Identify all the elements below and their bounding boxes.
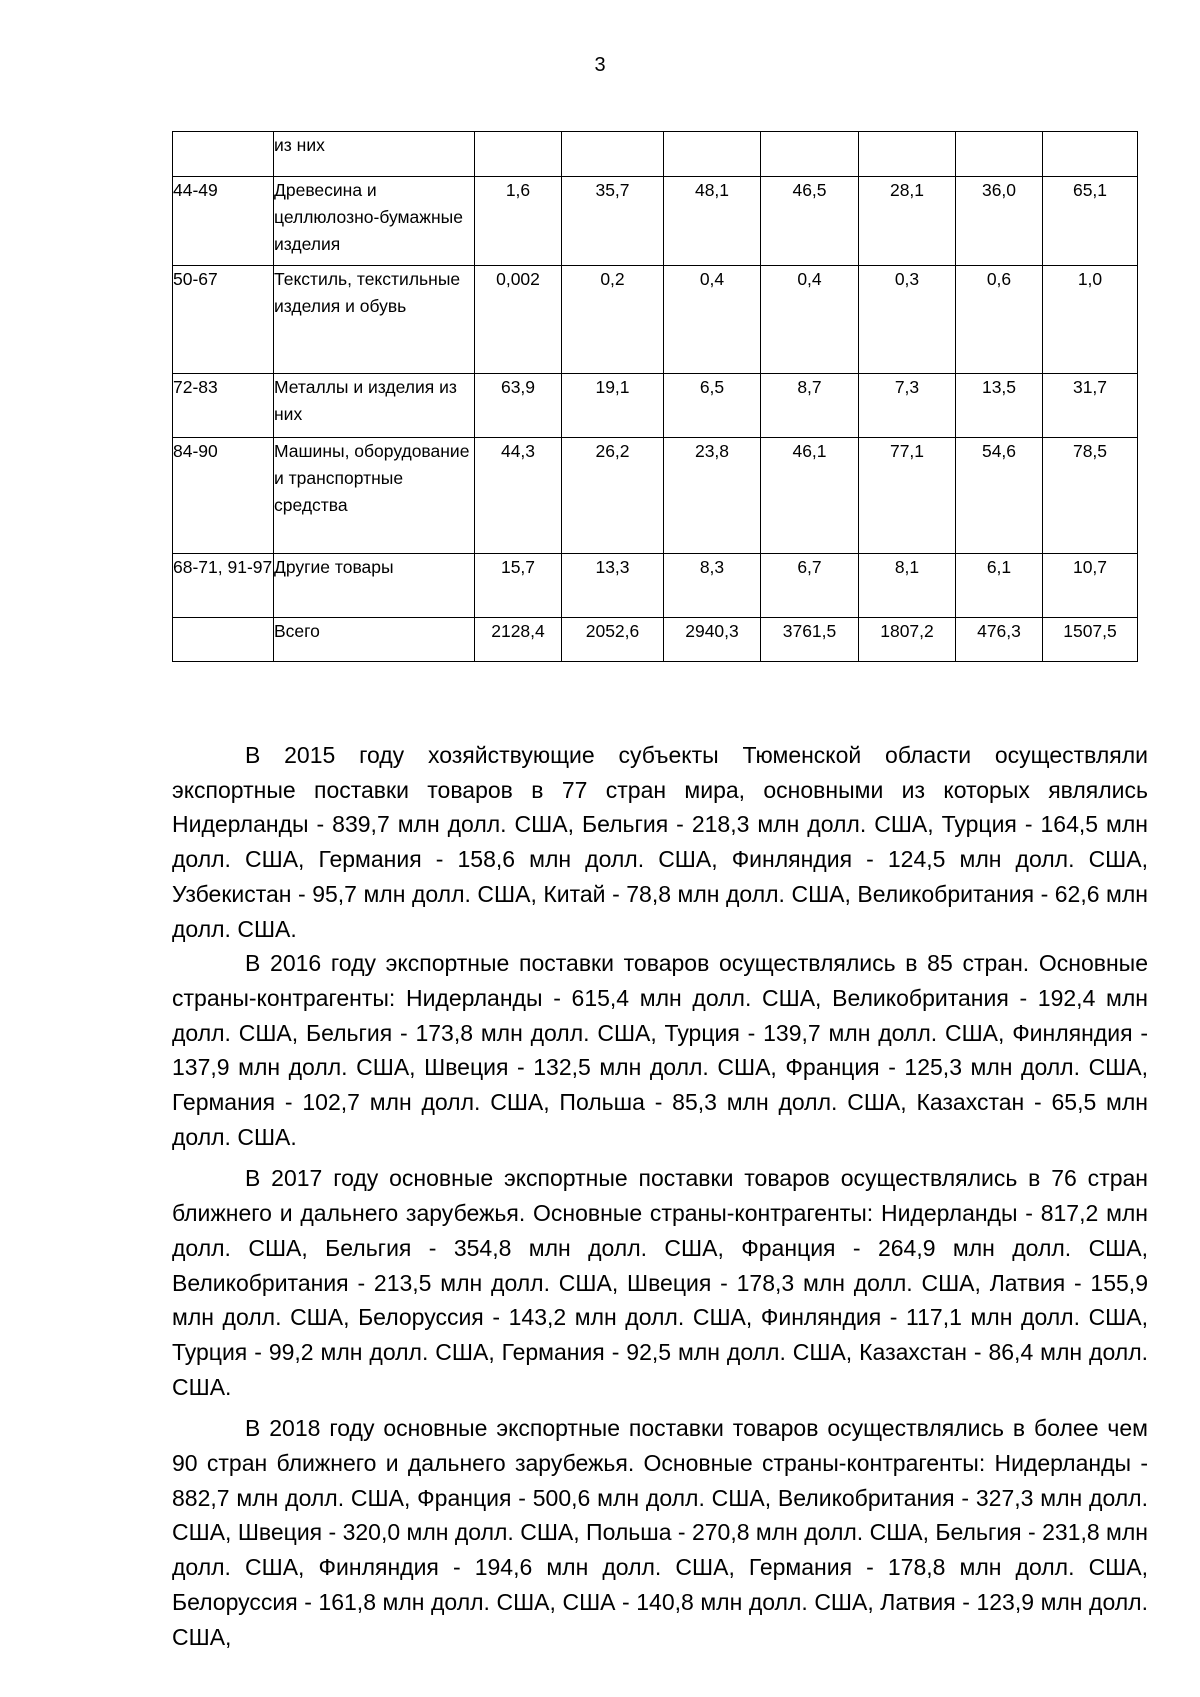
value-cell: 0,2 [562, 266, 664, 374]
value-cell: 28,1 [859, 177, 956, 266]
value-cell: 2052,6 [562, 618, 664, 662]
export-table [172, 131, 1138, 662]
value-cell: 1807,2 [859, 618, 956, 662]
paragraph-2015: В 2015 году хозяйствующие субъекты Тюменской области осуществляли экспортные поставки товаров в 77 стран мира, основными из которых являлись Нидерланды - 839,7 млн долл. США, Бельгия - 218,3 млн долл. США, Турция - 164,5 млн долл. США, Германия - 158,6 млн долл. США, Финляндия - 124,5 млн долл. США, Узбекистан - 95,7 млн долл. США, Китай - 78,8 млн долл. США, Великобритания - 62,6 млн долл. США. [172, 742, 1148, 942]
value-cell: 65,1 [1043, 177, 1138, 266]
value-cell: 476,3 [956, 618, 1043, 662]
commodity-code-cell: 72-83 [173, 374, 274, 438]
table-row [173, 177, 1138, 266]
value-cell: 10,7 [1043, 554, 1138, 618]
table-row [173, 554, 1138, 618]
value-cell: 8,1 [859, 554, 956, 618]
value-cell: 0,4 [664, 266, 761, 374]
value-cell [664, 132, 761, 177]
commodity-code-cell: 68-71, 91-97 [173, 554, 274, 618]
value-cell: 77,1 [859, 438, 956, 554]
value-cell [761, 132, 859, 177]
value-cell: 35,7 [562, 177, 664, 266]
table-row [173, 266, 1138, 374]
value-cell: 63,9 [475, 374, 562, 438]
commodity-code-cell [173, 618, 274, 662]
body-text [172, 738, 1148, 1654]
value-cell [1043, 132, 1138, 177]
value-cell: 26,2 [562, 438, 664, 554]
value-cell: 46,5 [761, 177, 859, 266]
value-cell: 3761,5 [761, 618, 859, 662]
value-cell: 6,7 [761, 554, 859, 618]
value-cell: 54,6 [956, 438, 1043, 554]
commodity-code-cell: 50-67 [173, 266, 274, 374]
paragraph-2018: В 2018 году основные экспортные поставки товаров осуществлялись в более чем 90 стран ближнего и дальнего зарубежья. Основные страны-контрагенты: Нидерланды - 882,7 млн долл. США, Франция - 500,6 млн долл. США, Великобритания - 327,3 млн долл. США, Швеция - 320,0 млн долл. США, Польша - 270,8 млн долл. США, Бельгия - 231,8 млн долл. США, Финляндия - 194,6 млн долл. США, Германия - 178,8 млн долл. США, Белоруссия - 161,8 млн долл. США, США - 140,8 млн долл. США, Латвия - 123,9 млн долл. США, [172, 1415, 1148, 1650]
value-cell [475, 132, 562, 177]
commodity-name-cell: Всего [274, 618, 475, 662]
value-cell: 1,6 [475, 177, 562, 266]
table-row [173, 132, 1138, 177]
value-cell: 0,002 [475, 266, 562, 374]
value-cell: 78,5 [1043, 438, 1138, 554]
commodity-name-cell: Машины, оборудование и транспортные средства [274, 438, 475, 554]
page-number: 3 [594, 54, 606, 76]
value-cell: 8,7 [761, 374, 859, 438]
value-cell: 44,3 [475, 438, 562, 554]
commodity-code-cell [173, 132, 274, 177]
value-cell: 1507,5 [1043, 618, 1138, 662]
table-row [173, 438, 1138, 554]
value-cell: 15,7 [475, 554, 562, 618]
value-cell: 0,3 [859, 266, 956, 374]
value-cell: 0,6 [956, 266, 1043, 374]
value-cell: 2128,4 [475, 618, 562, 662]
value-cell: 0,4 [761, 266, 859, 374]
table-body [173, 132, 1138, 662]
value-cell: 2940,3 [664, 618, 761, 662]
paragraph-2016: В 2016 году экспортные поставки товаров осуществлялись в 85 стран. Основные страны-контрагенты: Нидерланды - 615,4 млн долл. США, Великобритания - 192,4 млн долл. США, Бельгия - 173,8 млн долл. США, Турция - 139,7 млн долл. США, Финляндия - 137,9 млн долл. США, Швеция - 132,5 млн долл. США, Франция - 125,3 млн долл. США, Германия - 102,7 млн долл. США, Польша - 85,3 млн долл. США, Казахстан - 65,5 млн долл. США. [172, 950, 1148, 1150]
value-cell: 36,0 [956, 177, 1043, 266]
value-cell: 48,1 [664, 177, 761, 266]
commodity-name-cell: из них [274, 132, 475, 177]
table-row [173, 374, 1138, 438]
commodity-code-cell: 44-49 [173, 177, 274, 266]
value-cell: 8,3 [664, 554, 761, 618]
table-row [173, 618, 1138, 662]
commodity-code-cell: 84-90 [173, 438, 274, 554]
commodity-name-cell: Древесина и целлюлозно-бумажные изделия [274, 177, 475, 266]
value-cell [562, 132, 664, 177]
value-cell: 23,8 [664, 438, 761, 554]
value-cell: 31,7 [1043, 374, 1138, 438]
value-cell: 46,1 [761, 438, 859, 554]
value-cell [956, 132, 1043, 177]
commodity-name-cell: Другие товары [274, 554, 475, 618]
value-cell: 13,5 [956, 374, 1043, 438]
value-cell [859, 132, 956, 177]
value-cell: 13,3 [562, 554, 664, 618]
value-cell: 1,0 [1043, 266, 1138, 374]
commodity-name-cell: Текстиль, текстильные изделия и обувь [274, 266, 475, 374]
value-cell: 6,1 [956, 554, 1043, 618]
value-cell: 19,1 [562, 374, 664, 438]
commodity-name-cell: Металлы и изделия из них [274, 374, 475, 438]
paragraph-2017: В 2017 году основные экспортные поставки товаров осуществлялись в 76 стран ближнего и дальнего зарубежья. Основные страны-контрагенты: Нидерланды - 817,2 млн долл. США, Бельгия - 354,8 млн долл. США, Франция - 264,9 млн долл. США, Великобритания - 213,5 млн долл. США, Швеция - 178,3 млн долл. США, Латвия - 155,9 млн долл. США, Белоруссия - 143,2 млн долл. США, Финляндия - 117,1 млн долл. США, Турция - 99,2 млн долл. США, Германия - 92,5 млн долл. США, Казахстан - 86,4 млн долл. США. [172, 1165, 1148, 1400]
value-cell: 7,3 [859, 374, 956, 438]
value-cell: 6,5 [664, 374, 761, 438]
